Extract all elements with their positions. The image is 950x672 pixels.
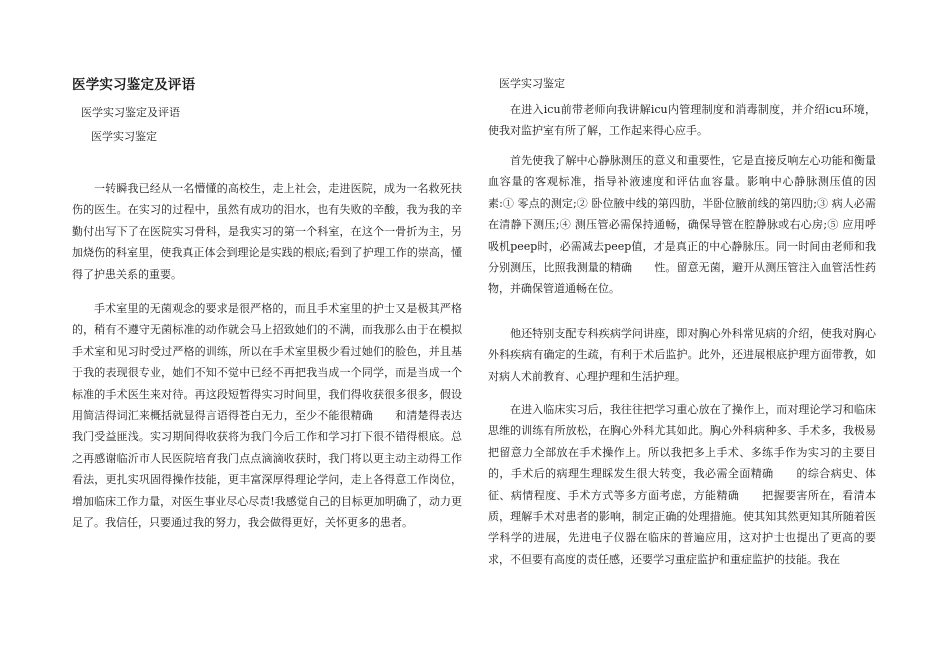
body-paragraph: 首先使我了解中心静脉测压的意义和重要性，它是直接反响左心功能和衡量血容量的客观标准，指导补液速度和评估血容量。影响中心静脉测压值的因素:① 零点的测定;② 卧位腋中线的第四肋，半卧位腋前线的第四肋;③ 病人必需在清静下测压;④ 测压管必需保持通畅，确保导管在腔静脉或右心房;⑤ 应用呼吸机peep时，必需减去peep值，才是真正的中心静脉压。同一时间由老师和我分别测压，比照我测量的精确 性。留意无菌，避开从测压管注入血管活性药物，并确保管道通畅在位。 xyxy=(488,154,876,296)
document-subtitle: 医学实习鉴定及评语 xyxy=(81,106,180,119)
body-paragraph: 一转瞬我已经从一名懵懂的高校生，走上社会，走进医院，成为一名救死扶伤的医生。在实习的过程中，虽然有成功的泪水，也有失败的辛酸，我为我的辛勤付出写下了在医院实习骨科，是我实习的第一个科室，在这个一骨折为主，另加烧伤的科室里，使我真正体会到理论是实践的根底;看到了护理工作的崇高，懂得了护患关系的重要。 xyxy=(72,182,462,281)
body-paragraph: 手术室里的无菌观念的要求是很严格的，而且手术室里的护士又是极其严格的，稍有不遵守无菌标准的动作就会马上招致她们的不满，而我那么由于在模拟手术室和见习时受过严格的训练，所以在手术室里极少看过她们的脸色，并且基于我的表现很专业，她们不知不觉中已经不再把我当成一个同学，而是当成一个标准的手术医生来对待。再这段短暂得实习时间里，我们得收获很多很多，假设用简洁得词汇来概括就显得言语得苍白无力，至少不能很精确 和清楚得表达我门受益匪浅。实习期间得收获将为我门今后工作和学习打下很不错得根底。总之再感谢临沂市人民医院培育我门点点滴滴收获时，我门将以更主动主动得工作看法，更扎实巩固得操作技能，更丰富深厚得理论学问，走上各得意工作岗位，增加临床工作力量，对医生事业尽心尽责!我感觉自己的目标更加明确了，动力更足了。我信任，只要通过我的努力，我会做得更好，关怀更多的患者。 xyxy=(72,302,462,530)
document-title: 医学实习鉴定及评语 xyxy=(72,77,196,93)
right-section-heading: 医学实习鉴定 xyxy=(499,77,565,90)
section-heading: 医学实习鉴定 xyxy=(91,130,157,143)
body-paragraph: 他还特别支配专科疾病学问讲座，即对胸心外科常见病的介绍，使我对胸心外科疾病有确定的生疏，有利于术后监护。此外，还进展根底护理方面带教，如对病人术前教育、心理护理和生活护理。 xyxy=(488,327,876,383)
body-paragraph: 在进入临床实习后，我往往把学习重心放在了操作上，而对理论学习和临床思维的训练有所放松，在胸心外科尤其如此。胸心外科病种多、手术多，我极易把留意力全部放在手术操作上。所以我把多上手术、多练手作为实习的主要目的，手术后的病理生理睬发生很大转变，我必需全面精确 的综合病史、体征、病情程度、手术方式等多方面考虑，方能精确 把握要害所在，看清本质，理解手术对患者的影响，制定正确的处理措施。使其知其然更知其所随着医学科学的进展，先进电子仪器在临床的普遍应用，这对护士也提出了更高的要求，不但要有高度的责任感，还要学习重症监护和重症监护的技能。我在 xyxy=(488,403,876,566)
body-paragraph: 在进入icu前带老师向我讲解icu内管理制度和消毒制度，并介绍icu环境，使我对监护室有所了解，工作起来得心应手。 xyxy=(488,103,876,138)
